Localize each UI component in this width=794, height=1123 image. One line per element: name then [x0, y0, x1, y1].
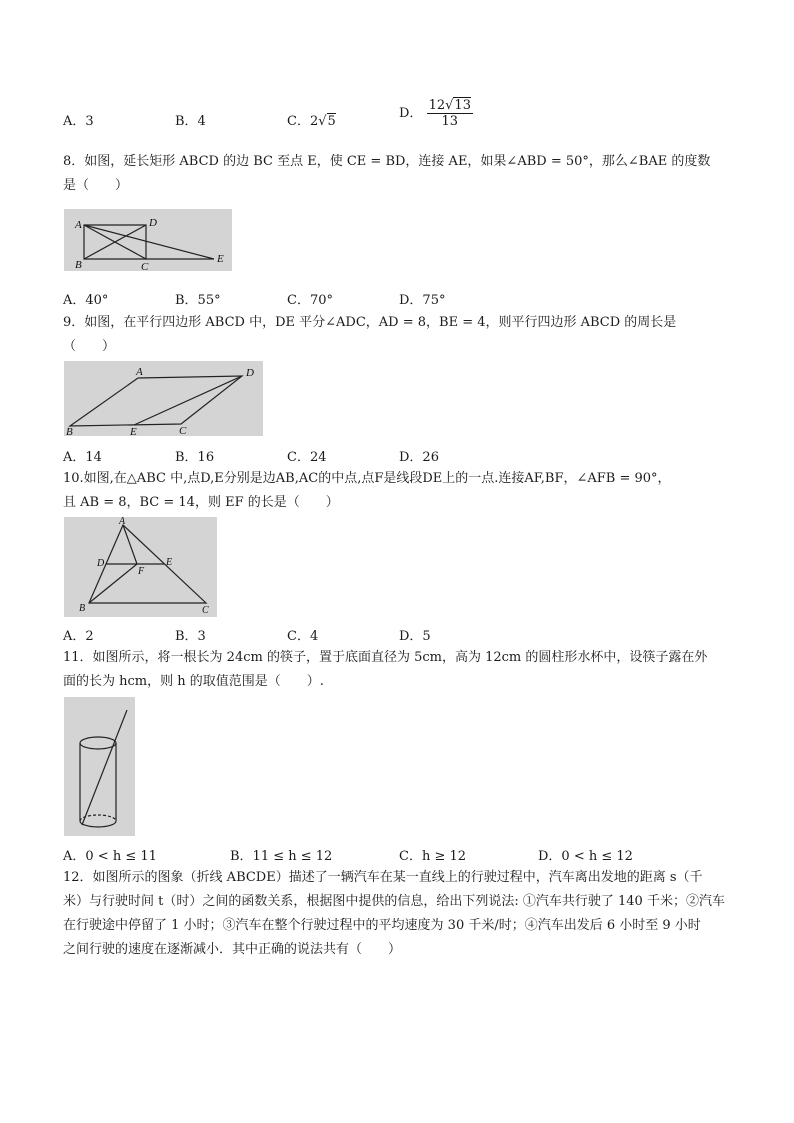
- q9-option-c: C．24: [287, 450, 327, 465]
- q9-label-b: B: [66, 426, 73, 436]
- q8-options: [63, 289, 743, 311]
- q11-line1: 11．如图所示，将一根长为 24cm 的筷子，置于底面直径为 5cm，高为 12cm 的圆柱形水杯中，设筷子露在外: [63, 650, 708, 665]
- q12-line1: 12．如图所示的图象（折线 ABCDE）描述了一辆汽车在某一直线上的行驶过程中，汽车离出发地的距离 s（千: [63, 870, 703, 885]
- q9-figure: [64, 361, 263, 436]
- q8-option-d: D．75°: [399, 293, 446, 308]
- q9-options: [63, 446, 743, 468]
- q10-line2: 且 AB = 8，BC = 14，则 EF 的长是（ ）: [63, 495, 339, 510]
- q10-option-b: B．3: [175, 629, 206, 644]
- q11-option-b: B．11 ≤ h ≤ 12: [230, 849, 333, 864]
- q9-line1: 9．如图，在平行四边形 ABCD 中，DE 平分∠ADC，AD = 8，BE = 4，则平行四边形 ABCD 的周长是: [63, 315, 677, 330]
- q8-figure: [64, 209, 232, 271]
- q10-figure: [64, 517, 217, 617]
- q8-label-d: D: [149, 217, 157, 229]
- q8-label-a: A: [75, 219, 82, 231]
- q9-option-d: D．26: [399, 450, 439, 465]
- q8-option-c: C．70°: [287, 293, 333, 308]
- q10-label-a: A: [119, 517, 126, 527]
- q10-stem: [63, 467, 743, 515]
- q8-line2: 是（ ）: [63, 178, 129, 193]
- q8-diagram: [64, 209, 232, 271]
- q7-option-d-fraction: $\frac{12√13}{13}$: [428, 98, 471, 129]
- q8-label-c: C: [141, 261, 149, 271]
- q9-line2: （ ）: [63, 339, 116, 354]
- q7-option-c-radicand: 5: [327, 114, 336, 129]
- q10-label-e: E: [166, 557, 173, 568]
- q10-options: [63, 625, 743, 647]
- q11-chopstick: [82, 710, 127, 825]
- q8-option-a: A．40°: [63, 293, 109, 308]
- q10-label-c: C: [202, 605, 209, 616]
- q12-line2: 米）与行驶时间 t（时）之间的函数关系，根据图中提供的信息，给出下列说法: ①汽车共行驶了 140 千米；②汽车: [63, 894, 725, 909]
- q11-option-c: C．h ≥ 12: [399, 849, 467, 864]
- q11-option-d: D．0 < h ≤ 12: [538, 849, 633, 864]
- q10-segment-bf: [89, 564, 137, 603]
- q11-option-a: A．0 < h ≤ 11: [63, 849, 157, 864]
- q7-option-d: [399, 98, 473, 129]
- q9-diagram: [64, 361, 263, 436]
- q8-stem: [63, 150, 743, 198]
- q11-cup-diagram: [64, 697, 135, 836]
- q9-segment-de: [134, 376, 242, 425]
- q8-segment-ae: [84, 225, 214, 259]
- q10-label-d: D: [97, 558, 105, 569]
- q7-option-d-den: 13: [441, 114, 459, 129]
- q9-label-d: D: [246, 367, 254, 379]
- q7-option-c-prefix: C．2: [287, 114, 319, 129]
- q10-diagram: [64, 517, 217, 617]
- q9-label-e: E: [130, 426, 137, 436]
- q11-stem: [63, 646, 743, 694]
- q8-label-e: E: [217, 253, 224, 265]
- q9-label-a: A: [136, 366, 143, 378]
- q10-label-b: B: [79, 603, 86, 614]
- q7-options: [63, 98, 743, 132]
- q7-option-b: B．4: [175, 114, 206, 129]
- q7-option-a: A．3: [63, 114, 94, 129]
- q12-line3: 在行驶途中停留了 1 小时；③汽车在整个行驶过程中的平均速度为 30 千米/时；④汽车出发后 6 小时至 9 小时: [63, 918, 701, 933]
- q10-option-d: D．5: [399, 629, 431, 644]
- q9-option-b: B．16: [175, 450, 215, 465]
- q10-line1: 10.如图,在△ABC 中,点D,E分别是边AB,AC的中点,点F是线段DE上的一点.连接AF,BF，∠AFB = 90°，: [63, 471, 671, 486]
- q11-cup-top: [80, 737, 116, 749]
- q12-line4: 之间行驶的速度在逐渐减小．其中正确的说法共有（ ）: [63, 942, 402, 957]
- q12-stem: [63, 866, 743, 962]
- q9-option-a: A．14: [63, 450, 102, 465]
- q11-cup-bottom-front: [80, 821, 116, 827]
- q10-label-f: F: [138, 566, 145, 577]
- q7-option-d-num-radicand: 13: [454, 98, 471, 113]
- q10-option-c: C．4: [287, 629, 319, 644]
- q7-option-d-prefix: D．: [399, 106, 423, 121]
- q8-line1: 8．如图，延长矩形 ABCD 的边 BC 至点 E，使 CE = BD，连接 AE，如果∠ABD = 50°，那么∠BAE 的度数: [63, 154, 711, 169]
- q7-option-d-num-coef: 12: [428, 98, 446, 113]
- q9-parallelogram: [70, 376, 242, 426]
- q9-label-c: C: [179, 425, 187, 436]
- q9-stem: [63, 311, 743, 359]
- q11-options: [63, 845, 743, 867]
- q7-option-c: C．2√5: [287, 114, 336, 129]
- q10-option-a: A．2: [63, 629, 94, 644]
- q11-figure: [64, 697, 135, 836]
- q8-label-b: B: [75, 259, 82, 271]
- q8-option-b: B．55°: [175, 293, 221, 308]
- q11-line2: 面的长为 hcm，则 h 的取值范围是（ ）.: [63, 674, 324, 689]
